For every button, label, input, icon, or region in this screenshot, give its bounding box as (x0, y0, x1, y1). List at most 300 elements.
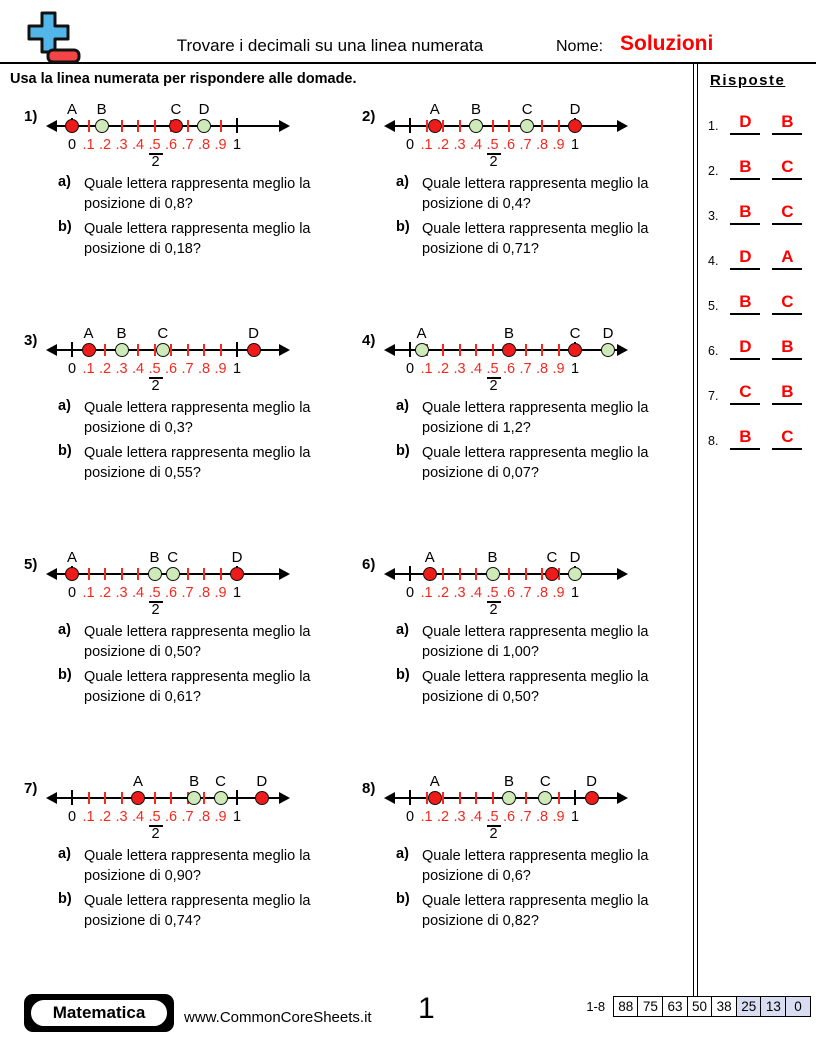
answer-blank-a: D (730, 247, 760, 270)
tick-mark (88, 792, 90, 804)
point-dot-D (247, 343, 261, 357)
point-dot-A (415, 343, 429, 357)
question-b (396, 667, 702, 708)
answer-item (708, 202, 802, 225)
question-text: Quale lettera rappresenta meglio la posizione di 0,07? (422, 444, 649, 481)
tick-label: .9 (214, 585, 227, 601)
answer-number: 8. (708, 433, 719, 448)
tick-label-zero: 0 (405, 361, 415, 377)
question-a (396, 622, 702, 663)
tick-mark (459, 120, 461, 132)
instructions-text: Usa la linea numerata per rispondere alle domade. (10, 71, 357, 87)
questions (58, 622, 364, 711)
question-label: b) (396, 442, 410, 459)
tick-mark (187, 120, 189, 132)
tick-mark (236, 790, 238, 805)
tick-label: .6 (164, 137, 178, 153)
tick-mark (492, 120, 494, 132)
number-line (46, 768, 306, 844)
question-text: Quale lettera rappresenta meglio la posizione di 0,3? (84, 400, 311, 437)
question-b (58, 667, 364, 708)
tick-mark (71, 790, 73, 805)
tick-label: .2 (436, 137, 450, 153)
point-letter-D: D (569, 101, 581, 118)
point-dot-B (187, 791, 201, 805)
questions (396, 622, 702, 711)
question-a (396, 398, 702, 439)
point-letter-D: D (586, 773, 597, 790)
tick-label: .8 (197, 585, 211, 601)
tick-mark (525, 792, 527, 804)
answers-panel (700, 64, 816, 996)
answer-item (708, 337, 802, 360)
tick-mark (409, 790, 411, 805)
point-dot-D (585, 791, 599, 805)
point-dot-B (486, 567, 500, 581)
tick-mark (409, 342, 411, 357)
point-dot-D (568, 119, 582, 133)
page-number: 1 (418, 992, 435, 1025)
question-text: Quale lettera rappresenta meglio la posizione di 0,6? (422, 848, 649, 885)
tick-label: .9 (552, 361, 565, 377)
tick-label-one: 1 (232, 585, 242, 601)
point-dot-C (568, 343, 582, 357)
tick-mark (121, 792, 123, 804)
point-dot-D (197, 119, 211, 133)
questions (58, 846, 364, 935)
point-letter-D: D (231, 549, 243, 566)
tick-mark (154, 792, 156, 804)
half-fraction-denominator: 2 (489, 378, 498, 394)
tick-label: .1 (420, 361, 433, 377)
half-fraction-denominator: 2 (489, 826, 498, 842)
tick-mark (492, 344, 494, 356)
problem-number: 6) (362, 556, 376, 573)
tick-label: .1 (82, 361, 95, 377)
tick-label: .6 (502, 137, 516, 153)
tick-mark (88, 568, 90, 580)
answer-blank-b: C (772, 427, 802, 450)
question-text: Quale lettera rappresenta meglio la posizione di 0,90? (84, 848, 311, 885)
tick-label: .4 (469, 137, 483, 153)
number-line (46, 96, 306, 172)
problems-grid (24, 96, 700, 992)
score-strip (586, 996, 811, 1017)
tick-mark (170, 344, 172, 356)
tick-label-one: 1 (570, 585, 580, 601)
tick-label: .6 (164, 361, 178, 377)
point-dot-B (469, 119, 483, 133)
tick-label: .2 (98, 137, 112, 153)
point-dot-A (65, 567, 79, 581)
footer (0, 992, 816, 1040)
point-letter-D: D (602, 325, 614, 342)
score-cell: 0 (785, 996, 811, 1017)
number-line (384, 768, 644, 844)
question-a (58, 622, 364, 663)
tick-label: .2 (98, 809, 112, 825)
tick-label: .4 (469, 361, 483, 377)
number-line-row (24, 96, 362, 172)
number-line-row (24, 768, 362, 844)
problem-block (362, 768, 700, 992)
problem-block (24, 96, 362, 320)
question-b (58, 443, 364, 484)
problem-number: 2) (362, 108, 376, 125)
point-letter-B: B (189, 773, 200, 790)
tick-mark (220, 120, 222, 132)
half-fraction-denominator: 2 (489, 602, 498, 618)
answer-item (708, 382, 802, 405)
tick-mark (203, 344, 205, 356)
question-label: b) (58, 666, 72, 683)
tick-mark (574, 790, 576, 805)
tick-label: .7 (519, 809, 532, 825)
point-dot-A (428, 791, 442, 805)
tick-label: .3 (115, 585, 128, 601)
point-letter-A: A (429, 773, 440, 790)
point-dot-D (230, 567, 244, 581)
tick-label: .4 (131, 809, 145, 825)
tick-label: .3 (453, 137, 466, 153)
answer-blank-a: B (730, 427, 760, 450)
tick-label: .3 (115, 809, 128, 825)
brand-logo (24, 994, 174, 1032)
score-cells (614, 996, 811, 1017)
point-letter-C: C (521, 101, 533, 118)
answer-number: 6. (708, 343, 719, 358)
number-line (384, 544, 644, 620)
number-line-row (362, 96, 700, 172)
score-cell: 38 (711, 996, 737, 1017)
tick-label-zero: 0 (405, 585, 415, 601)
question-label: a) (396, 398, 409, 414)
tick-label: .3 (115, 361, 128, 377)
question-text: Quale lettera rappresenta meglio la posizione di 1,00? (422, 624, 649, 661)
answer-blank-a: B (730, 157, 760, 180)
problem-block (362, 544, 700, 768)
question-label: a) (396, 622, 409, 638)
tick-label: .7 (181, 585, 194, 601)
point-dot-A (423, 567, 437, 581)
tick-mark (104, 792, 106, 804)
question-text: Quale lettera rappresenta meglio la posizione di 0,50? (84, 624, 311, 661)
point-letter-A: A (429, 101, 440, 118)
question-label: b) (58, 890, 72, 907)
answer-blank-a: D (730, 337, 760, 360)
question-a (58, 398, 364, 439)
point-dot-C (545, 567, 559, 581)
point-letter-A: A (132, 773, 143, 790)
tick-label: .4 (131, 585, 145, 601)
tick-mark (475, 344, 477, 356)
tick-label: .5 (486, 137, 499, 153)
tick-mark (88, 120, 90, 132)
tick-mark (475, 792, 477, 804)
question-text: Quale lettera rappresenta meglio la posizione di 0,55? (84, 444, 311, 481)
tick-mark (220, 568, 222, 580)
tick-label: .8 (535, 361, 549, 377)
problem-number: 4) (362, 332, 376, 349)
tick-mark (475, 568, 477, 580)
point-letter-B: B (116, 325, 127, 342)
question-label: b) (58, 442, 72, 459)
tick-label: .7 (181, 361, 194, 377)
point-letter-C: C (215, 773, 226, 790)
tick-mark (137, 120, 139, 132)
tick-mark (203, 568, 205, 580)
question-label: a) (58, 174, 71, 190)
tick-mark (459, 792, 461, 804)
tick-label-one: 1 (570, 361, 580, 377)
point-dot-A (131, 791, 145, 805)
tick-mark (459, 568, 461, 580)
point-letter-A: A (83, 325, 94, 342)
point-letter-D: D (248, 325, 259, 342)
tick-label-zero: 0 (67, 361, 77, 377)
point-dot-C (214, 791, 228, 805)
tick-label: .1 (82, 809, 95, 825)
problem-block (362, 320, 700, 544)
question-b (396, 443, 702, 484)
question-text: Quale lettera rappresenta meglio la posizione di 0,18? (84, 220, 311, 257)
tick-label-one: 1 (570, 137, 580, 153)
score-cell: 13 (760, 996, 786, 1017)
tick-mark (121, 120, 123, 132)
questions (396, 398, 702, 487)
score-cell: 25 (736, 996, 762, 1017)
answer-blank-a: D (730, 112, 760, 135)
tick-label: .5 (148, 585, 161, 601)
point-dot-C (169, 119, 183, 133)
tick-mark (525, 568, 527, 580)
tick-label: .4 (469, 809, 483, 825)
answer-blank-a: C (730, 382, 760, 405)
tick-label-zero: 0 (405, 809, 415, 825)
tick-mark (104, 344, 106, 356)
problem-block (24, 320, 362, 544)
point-dot-A (65, 119, 79, 133)
tick-mark (170, 792, 172, 804)
point-letter-D: D (256, 773, 268, 790)
question-text: Quale lettera rappresenta meglio la posizione di 0,50? (422, 668, 649, 705)
point-letter-C: C (170, 101, 182, 118)
tick-label: .9 (214, 809, 227, 825)
tick-mark (154, 120, 156, 132)
answer-item (708, 427, 802, 450)
tick-label: .9 (552, 137, 565, 153)
tick-mark (409, 566, 411, 581)
number-line-row (362, 544, 700, 620)
half-fraction-denominator: 2 (489, 154, 498, 170)
tick-label: .2 (436, 585, 450, 601)
question-b (58, 219, 364, 260)
tick-label: .1 (420, 137, 433, 153)
tick-mark (187, 568, 189, 580)
tick-mark (541, 344, 543, 356)
answer-blank-b: B (772, 382, 802, 405)
half-fraction-denominator: 2 (151, 826, 160, 842)
point-dot-C (166, 567, 180, 581)
tick-label: .8 (197, 137, 211, 153)
tick-label: .1 (420, 585, 433, 601)
number-line-row (24, 320, 362, 396)
tick-label: .7 (519, 361, 532, 377)
plus-minus-icon-svg (18, 10, 82, 66)
tick-label: .4 (131, 361, 145, 377)
answer-number: 5. (708, 298, 719, 313)
point-letter-C: C (539, 773, 551, 790)
point-dot-C (520, 119, 534, 133)
tick-mark (558, 792, 560, 804)
problem-number: 7) (24, 780, 38, 797)
problem-number: 8) (362, 780, 376, 797)
question-a (396, 174, 702, 215)
point-dot-B (502, 343, 516, 357)
tick-label-one: 1 (232, 137, 242, 153)
question-text: Quale lettera rappresenta meglio la posizione di 0,74? (84, 892, 311, 929)
tick-label: .3 (453, 809, 466, 825)
number-line-row (362, 320, 700, 396)
tick-mark (459, 344, 461, 356)
answer-blank-b: C (772, 157, 802, 180)
answer-number: 1. (708, 118, 719, 133)
answer-number: 7. (708, 388, 719, 403)
point-letter-D: D (198, 101, 210, 118)
tick-label: .7 (519, 585, 532, 601)
point-letter-B: B (503, 773, 514, 790)
point-dot-C (156, 343, 170, 357)
tick-label: .9 (214, 137, 227, 153)
tick-mark (187, 344, 189, 356)
tick-label: .7 (181, 809, 194, 825)
tick-label: .9 (552, 809, 565, 825)
question-label: a) (396, 174, 409, 190)
question-label: b) (396, 666, 410, 683)
name-label: Nome: (556, 38, 604, 55)
tick-label-zero: 0 (405, 137, 415, 153)
tick-label-one: 1 (570, 809, 580, 825)
question-label: a) (396, 846, 409, 862)
tick-mark (220, 344, 222, 356)
score-cell: 63 (662, 996, 688, 1017)
tick-label: .6 (164, 809, 178, 825)
question-label: a) (58, 846, 71, 862)
point-letter-D: D (569, 549, 581, 566)
tick-label: .2 (98, 361, 112, 377)
point-dot-B (95, 119, 109, 133)
tick-label: .1 (420, 809, 433, 825)
question-text: Quale lettera rappresenta meglio la posizione di 0,71? (422, 220, 649, 257)
tick-mark (442, 344, 444, 356)
question-text: Quale lettera rappresenta meglio la posizione di 1,2? (422, 400, 649, 437)
answer-number: 3. (708, 208, 719, 223)
answers-title: Risposte (710, 72, 786, 89)
tick-mark (137, 344, 139, 356)
score-range-label: 1-8 (586, 999, 606, 1014)
tick-label-zero: 0 (67, 137, 77, 153)
tick-label: .2 (98, 585, 112, 601)
point-letter-A: A (424, 549, 435, 566)
vertical-divider (693, 64, 698, 996)
tick-mark (121, 568, 123, 580)
score-cell: 50 (687, 996, 713, 1017)
point-letter-B: B (96, 101, 107, 118)
point-dot-B (148, 567, 162, 581)
tick-label: .7 (181, 137, 194, 153)
number-line (384, 96, 644, 172)
tick-mark (442, 120, 444, 132)
point-letter-C: C (546, 549, 558, 566)
page-title: Trovare i decimali su una linea numerata (176, 36, 484, 55)
answer-number: 4. (708, 253, 719, 268)
tick-label: .5 (148, 361, 161, 377)
question-text: Quale lettera rappresenta meglio la posizione di 0,4? (422, 176, 649, 213)
tick-label-one: 1 (232, 361, 242, 377)
problem-number: 3) (24, 332, 38, 349)
tick-label: .8 (197, 361, 211, 377)
tick-mark (442, 568, 444, 580)
score-cell: 75 (637, 996, 663, 1017)
answer-blank-a: B (730, 202, 760, 225)
answer-item (708, 247, 802, 270)
tick-mark (137, 568, 139, 580)
tick-mark (203, 792, 205, 804)
tick-label-one: 1 (232, 809, 242, 825)
point-dot-D (255, 791, 269, 805)
point-letter-C: C (167, 549, 179, 566)
questions (58, 174, 364, 263)
tick-mark (71, 342, 73, 357)
question-text: Quale lettera rappresenta meglio la posizione di 0,82? (422, 892, 649, 929)
number-line-row (24, 544, 362, 620)
point-dot-B (502, 791, 516, 805)
tick-label: .8 (535, 585, 549, 601)
answer-blank-b: C (772, 292, 802, 315)
question-text: Quale lettera rappresenta meglio la posizione di 0,8? (84, 176, 311, 213)
tick-label: .3 (453, 585, 466, 601)
point-letter-B: B (470, 101, 481, 118)
brand-name: Matematica (29, 998, 169, 1028)
tick-mark (558, 120, 560, 132)
point-letter-B: B (487, 549, 498, 566)
tick-mark (409, 118, 411, 133)
tick-label: .3 (115, 137, 128, 153)
tick-label: .7 (519, 137, 532, 153)
question-b (396, 891, 702, 932)
questions (58, 398, 364, 487)
tick-label: .6 (164, 585, 178, 601)
half-fraction-denominator: 2 (151, 378, 160, 394)
problem-block (24, 768, 362, 992)
question-a (58, 846, 364, 887)
point-dot-A (82, 343, 96, 357)
point-letter-B: B (503, 325, 514, 342)
score-cell: 88 (613, 996, 639, 1017)
tick-label: .9 (214, 361, 227, 377)
tick-label: .1 (82, 137, 95, 153)
point-letter-C: C (157, 325, 169, 342)
questions (396, 174, 702, 263)
question-label: a) (58, 622, 71, 638)
problem-number: 5) (24, 556, 38, 573)
question-label: b) (396, 890, 410, 907)
answer-blank-b: B (772, 337, 802, 360)
question-label: b) (396, 218, 410, 235)
question-b (396, 219, 702, 260)
number-line (46, 544, 306, 620)
problem-block (24, 544, 362, 768)
